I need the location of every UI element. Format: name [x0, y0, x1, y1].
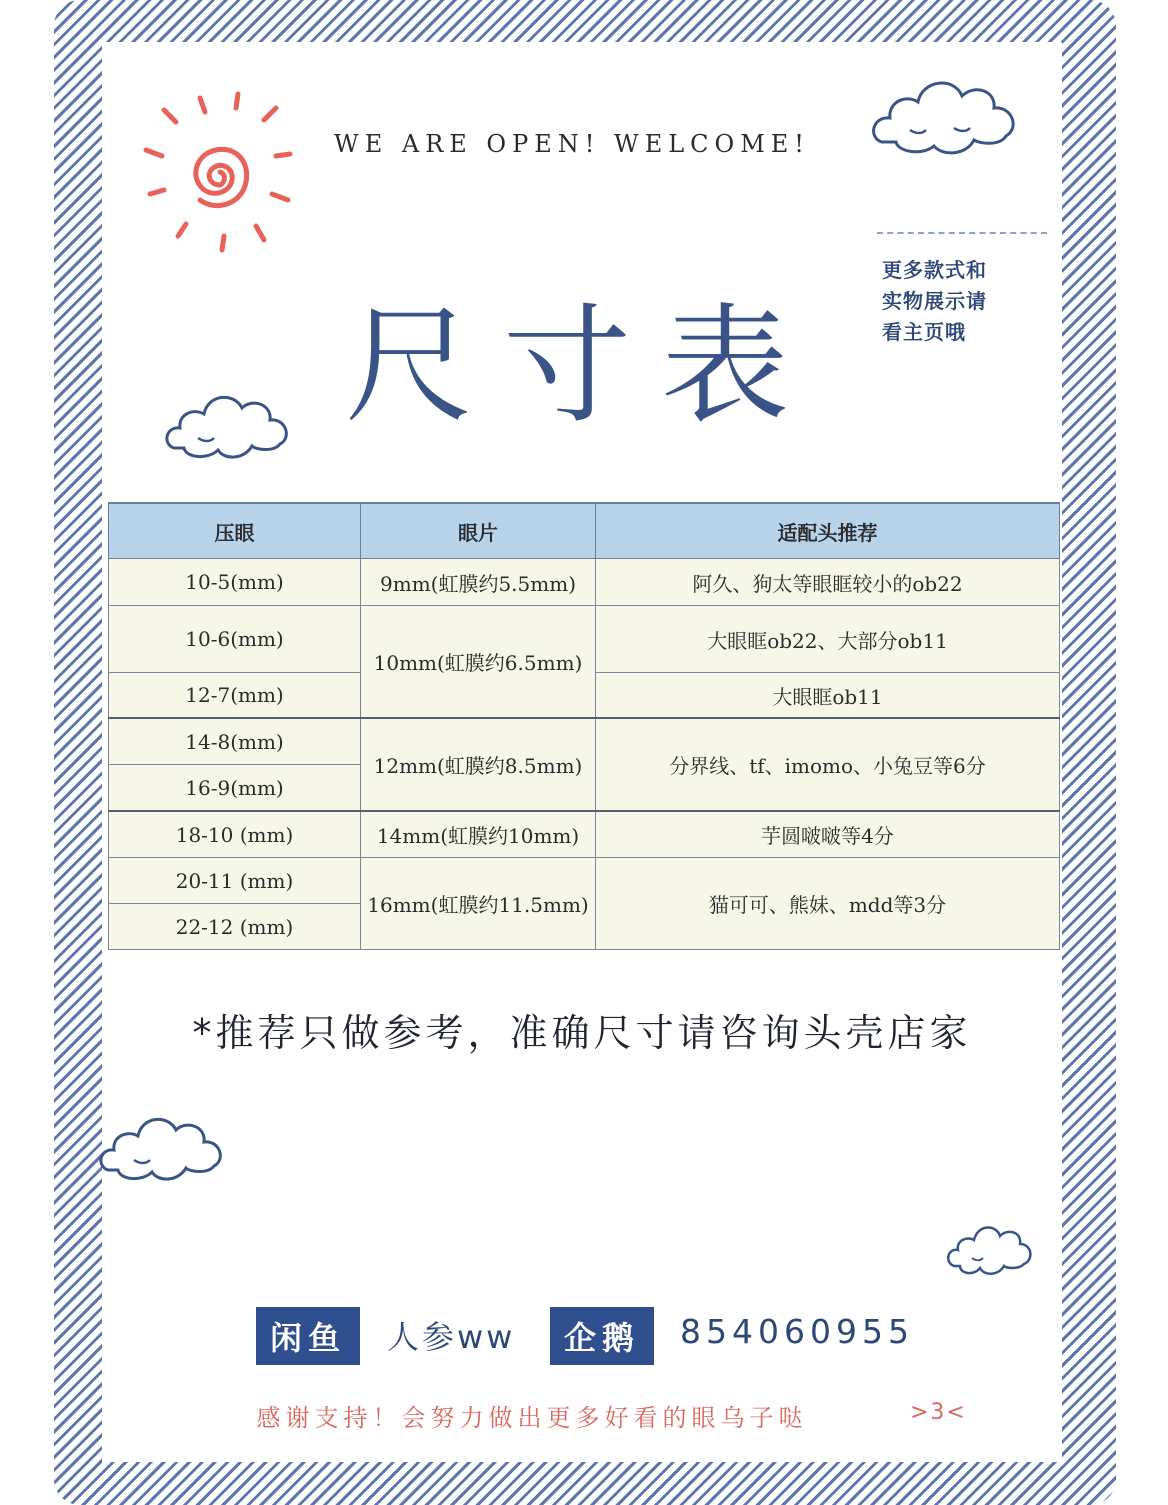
table-row: [109, 606, 1060, 673]
press-cell: 22-12 (mm): [109, 904, 361, 950]
side-note-line: 实物展示请: [882, 289, 987, 313]
cloud-icon: [164, 388, 294, 464]
side-note-divider: [877, 232, 1047, 234]
size-table: [108, 502, 1060, 950]
welcome-tagline: WE ARE OPEN! WELCOME!: [334, 130, 810, 158]
sun-icon: [140, 90, 300, 250]
press-cell: 18-10 (mm): [109, 811, 361, 858]
column-header-press: 压眼: [109, 503, 361, 559]
page-title: 尺寸表: [344, 292, 819, 441]
lens-cell: 16mm(虹膜约11.5mm): [361, 858, 596, 950]
xianyu-id: 人参ww: [387, 1318, 516, 1356]
press-cell: 20-11 (mm): [109, 858, 361, 904]
xianyu-label: 闲鱼: [256, 1307, 360, 1365]
fit-cell: 大眼眶ob22、大部分ob11: [596, 606, 1060, 673]
poster-card: [102, 42, 1062, 1462]
side-note-line: 看主页哦: [882, 320, 966, 344]
table-row: [109, 811, 1060, 858]
qq-number: 854060955: [680, 1312, 914, 1351]
qq-label: 企鹅: [550, 1307, 654, 1365]
cloud-icon: [946, 1220, 1032, 1278]
cloud-icon: [98, 1110, 228, 1186]
lens-cell: 10mm(虹膜约6.5mm): [361, 606, 596, 719]
table-row: [109, 718, 1060, 765]
thanks-message: 感谢支持！会努力做出更多好看的眼乌子哒: [256, 1404, 808, 1432]
reference-note: *推荐只做参考，准确尺寸请咨询头壳店家: [192, 1011, 972, 1055]
column-header-fit: 适配头推荐: [596, 503, 1060, 559]
press-cell: 16-9(mm): [109, 765, 361, 812]
table-header-row: [109, 503, 1060, 559]
press-cell: 10-6(mm): [109, 606, 361, 673]
press-cell: 12-7(mm): [109, 673, 361, 719]
column-header-lens: 眼片: [361, 503, 596, 559]
fit-cell: 大眼眶ob11: [596, 673, 1060, 719]
fit-cell: 阿久、狗太等眼眶较小的ob22: [596, 559, 1060, 606]
kiss-face: >3<: [910, 1400, 967, 1425]
poster-frame: [54, 0, 1116, 1505]
fit-cell: 分界线、tf、imomo、小兔豆等6分: [596, 718, 1060, 811]
lens-cell: 12mm(虹膜约8.5mm): [361, 718, 596, 811]
fit-cell: 猫可可、熊妹、mdd等3分: [596, 858, 1060, 950]
side-note-line: 更多款式和: [882, 258, 987, 282]
lens-cell: 9mm(虹膜约5.5mm): [361, 559, 596, 606]
table-row: [109, 559, 1060, 606]
table-row: [109, 858, 1060, 904]
lens-cell: 14mm(虹膜约10mm): [361, 811, 596, 858]
press-cell: 10-5(mm): [109, 559, 361, 606]
press-cell: 14-8(mm): [109, 718, 361, 765]
fit-cell: 芋圆啵啵等4分: [596, 811, 1060, 858]
